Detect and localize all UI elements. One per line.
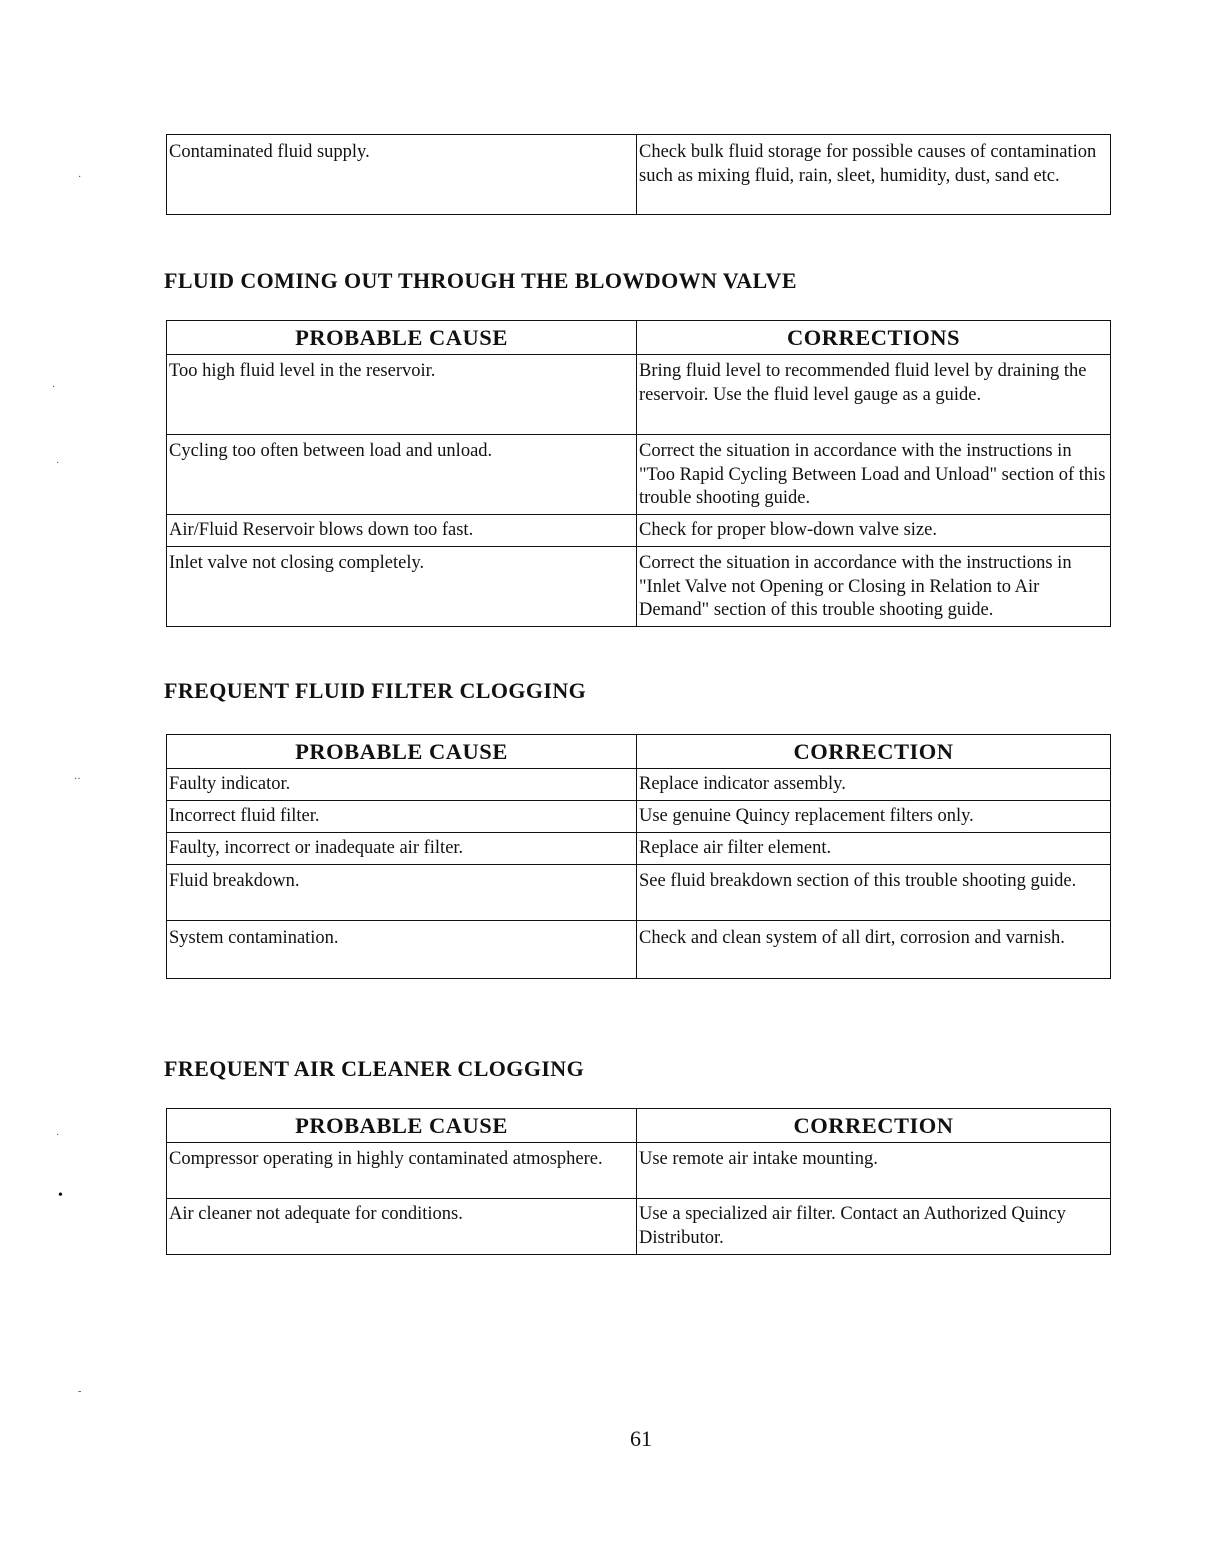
page-number: 61 (630, 1426, 652, 1451)
correction-cell: Check and clean system of all dirt, corrosion and varnish. (637, 921, 1111, 979)
table-row (167, 1199, 1111, 1255)
correction-cell: Use a specialized air filter. Contact an Authorized Quincy Distributor. (637, 1199, 1111, 1255)
correction-cell: Correct the situation in accordance with the instructions in "Inlet Valve not Opening or Closing in Relation to Air Demand" section of this trouble shooting guide. (637, 547, 1111, 627)
scan-speck: • (58, 1188, 63, 1203)
scan-speck: · (78, 172, 82, 183)
scan-speck: · (56, 458, 60, 469)
table-row (167, 515, 1111, 547)
correction-cell: Check for proper blow-down valve size. (637, 515, 1111, 547)
section-heading-blowdown-valve: FLUID COMING OUT THROUGH THE BLOWDOWN VALVE (164, 268, 797, 293)
cause-cell: Inlet valve not closing completely. (167, 547, 637, 627)
correction-cell: Use genuine Quincy replacement filters only. (637, 801, 1111, 833)
correction-cell: Correct the situation in accordance with the instructions in "Too Rapid Cycling Between Load and Unload" section of this trouble shooting guide. (637, 435, 1111, 515)
table-row (167, 1143, 1111, 1199)
cause-cell: Fluid breakdown. (167, 865, 637, 921)
correction-cell: Replace air filter element. (637, 833, 1111, 865)
cause-cell: Faulty indicator. (167, 769, 637, 801)
section-heading-fluid-filter-clogging: FREQUENT FLUID FILTER CLOGGING (164, 678, 587, 703)
column-header-cause: PROBABLE CAUSE (167, 735, 637, 769)
scan-speck: · (52, 382, 56, 393)
correction-cell: Bring fluid level to recommended fluid level by draining the reservoir. Use the fluid level gauge as a guide. (637, 355, 1111, 435)
table-row (167, 355, 1111, 435)
scan-speck: ·· (74, 774, 81, 785)
column-header-cause: PROBABLE CAUSE (167, 321, 637, 355)
scan-speck: · (56, 1130, 60, 1141)
table-row (167, 435, 1111, 515)
table-header-row (167, 1109, 1111, 1143)
contaminated-fluid-table (166, 134, 1111, 215)
correction-cell: Replace indicator assembly. (637, 769, 1111, 801)
fluid-filter-clogging-table (166, 734, 1111, 979)
blowdown-valve-table (166, 320, 1111, 627)
section-heading-air-cleaner-clogging: FREQUENT AIR CLEANER CLOGGING (164, 1056, 585, 1081)
table-row (167, 547, 1111, 627)
cause-cell: Faulty, incorrect or inadequate air filter. (167, 833, 637, 865)
cause-cell: Air/Fluid Reservoir blows down too fast. (167, 515, 637, 547)
cause-cell: System contamination. (167, 921, 637, 979)
scan-speck: - (78, 1386, 82, 1397)
column-header-cause: PROBABLE CAUSE (167, 1109, 637, 1143)
correction-cell: Check bulk fluid storage for possible causes of contamination such as mixing fluid, rain, sleet, humidity, dust, sand etc. (637, 135, 1111, 215)
table-row (167, 769, 1111, 801)
cause-cell: Air cleaner not adequate for conditions. (167, 1199, 637, 1255)
cause-cell: Contaminated fluid supply. (167, 135, 637, 215)
column-header-correction: CORRECTIONS (637, 321, 1111, 355)
correction-cell: Use remote air intake mounting. (637, 1143, 1111, 1199)
column-header-correction: CORRECTION (637, 735, 1111, 769)
table-row (167, 865, 1111, 921)
table-row (167, 833, 1111, 865)
table-row (167, 135, 1111, 215)
table-header-row (167, 735, 1111, 769)
column-header-correction: CORRECTION (637, 1109, 1111, 1143)
table-row (167, 921, 1111, 979)
correction-cell: See fluid breakdown section of this trouble shooting guide. (637, 865, 1111, 921)
table-row (167, 801, 1111, 833)
cause-cell: Incorrect fluid filter. (167, 801, 637, 833)
cause-cell: Too high fluid level in the reservoir. (167, 355, 637, 435)
cause-cell: Compressor operating in highly contaminated atmosphere. (167, 1143, 637, 1199)
cause-cell: Cycling too often between load and unload. (167, 435, 637, 515)
air-cleaner-clogging-table (166, 1108, 1111, 1255)
table-header-row (167, 321, 1111, 355)
